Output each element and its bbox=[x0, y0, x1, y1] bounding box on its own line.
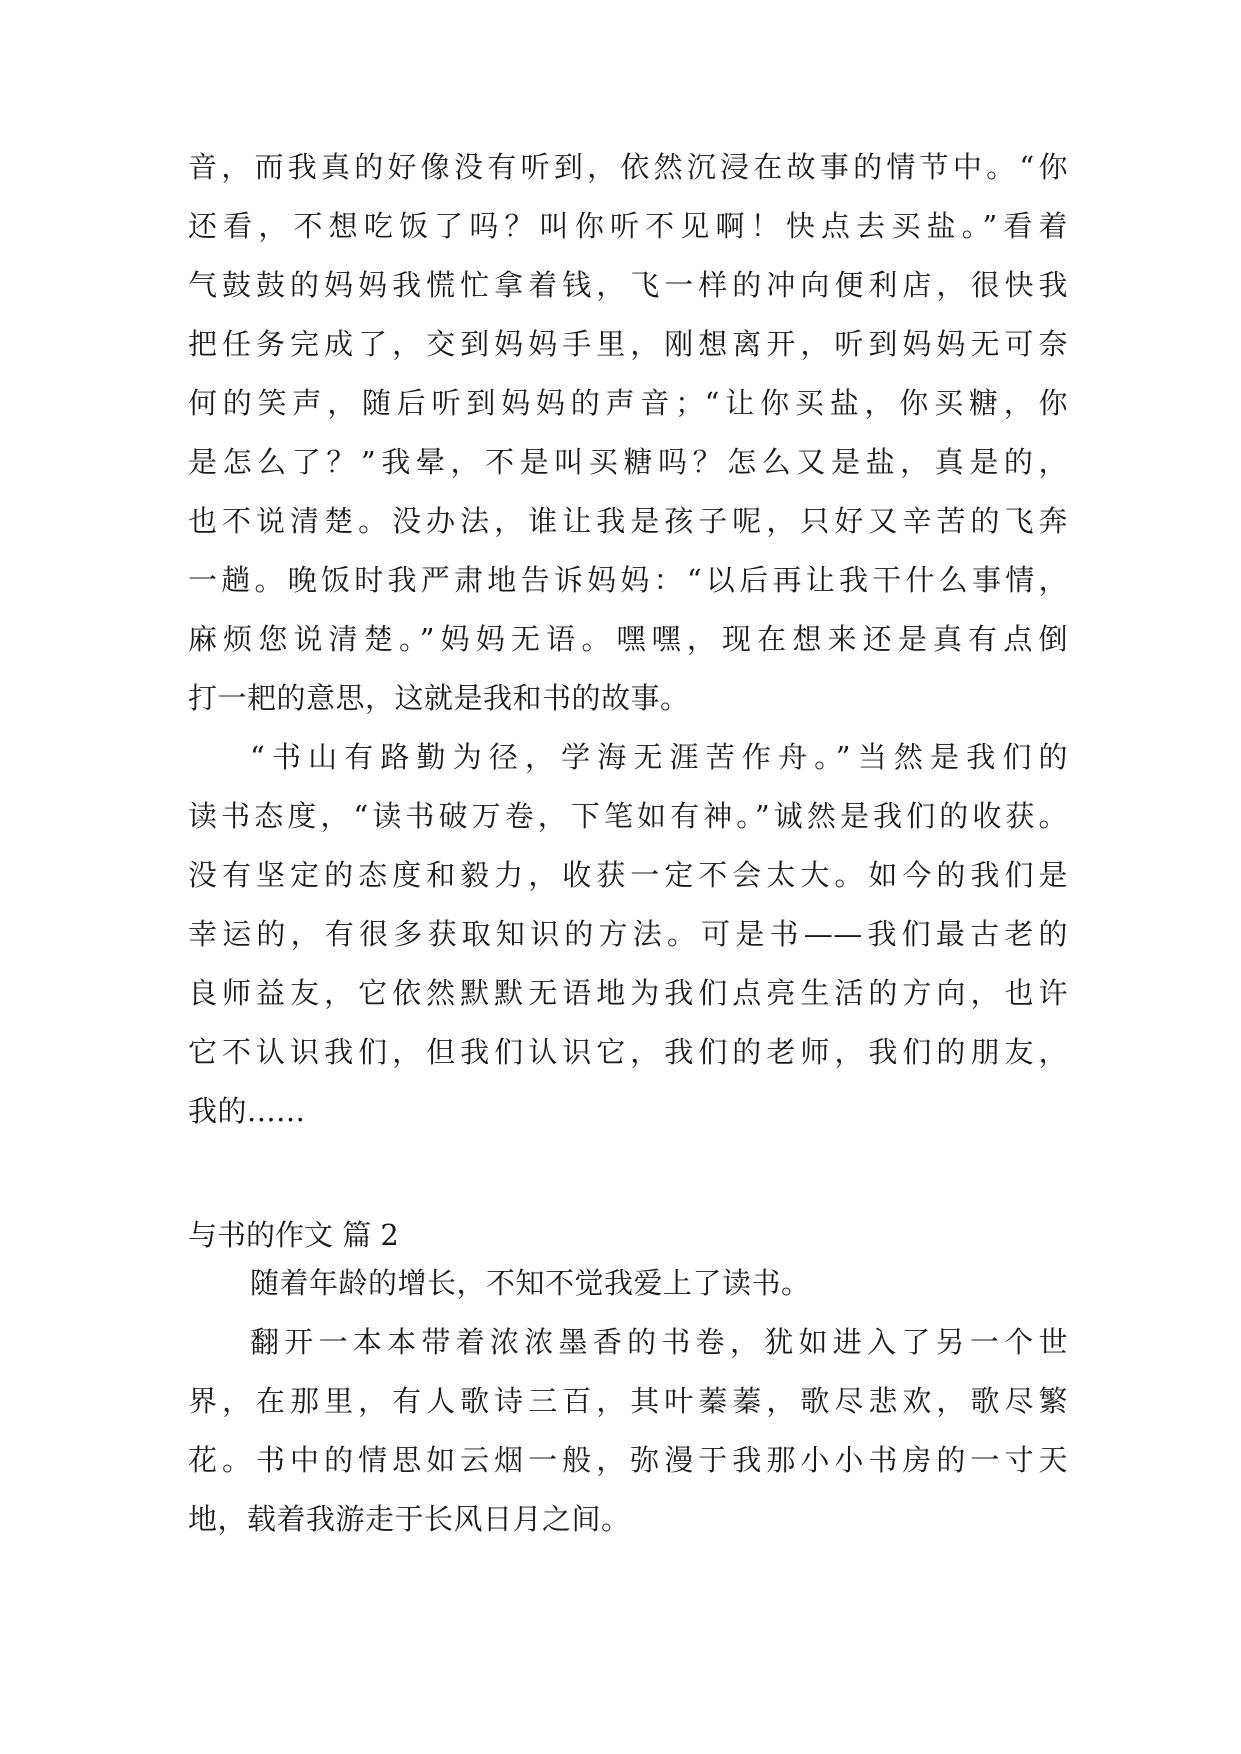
text-line: 幸运的，有很多获取知识的方法。可是书——我们最古老的 bbox=[188, 917, 1068, 951]
text-line: 音，而我真的好像没有听到，依然沉浸在故事的情节中。“你 bbox=[188, 150, 1068, 184]
text-line: 地，载着我游走于长风日月之间。 bbox=[188, 1502, 631, 1536]
text-line: 打一耙的意思，这就是我和书的故事。 bbox=[188, 681, 690, 715]
text-line: 是怎么了？”我晕，不是叫买糖吗？怎么又是盐，真是的， bbox=[188, 445, 1068, 479]
text-line: 它不认识我们，但我们认识它，我们的老师，我们的朋友， bbox=[188, 1035, 1068, 1069]
text-line: 还看，不想吃饭了吗？叫你听不见啊！快点去买盐。”看着 bbox=[188, 209, 1068, 243]
paragraph-reading-attitude bbox=[188, 728, 1068, 1141]
text-line: 气鼓鼓的妈妈我慌忙拿着钱，飞一样的冲向便利店，很快我 bbox=[188, 268, 1068, 302]
text-line: 何的笑声，随后听到妈妈的声音；“让你买盐，你买糖，你 bbox=[188, 386, 1068, 420]
text-line: 随着年龄的增长，不知不觉我爱上了读书。 bbox=[250, 1266, 811, 1300]
text-line: 没有坚定的态度和毅力，收获一定不会太大。如今的我们是 bbox=[188, 858, 1068, 892]
text-line: 翻开一本本带着浓浓墨香的书卷，犹如进入了另一个世 bbox=[250, 1325, 1068, 1359]
text-line: “书山有路勤为径，学海无涯苦作舟。”当然是我们的 bbox=[250, 740, 1068, 774]
text-line: 良师益友，它依然默默无语地为我们点亮生活的方向，也许 bbox=[188, 976, 1068, 1010]
text-line: 一趟。晚饭时我严肃地告诉妈妈：“以后再让我干什么事情， bbox=[188, 563, 1068, 597]
section-title: 与书的作文 篇 2 bbox=[188, 1218, 399, 1252]
text-line: 也不说清楚。没办法，谁让我是孩子呢，只好又辛苦的飞奔 bbox=[188, 504, 1068, 538]
text-line: 花。书中的情思如云烟一般，弥漫于我那小小书房的一寸天 bbox=[188, 1443, 1068, 1477]
text-line: 界，在那里，有人歌诗三百，其叶蓁蓁，歌尽悲欢，歌尽繁 bbox=[188, 1384, 1068, 1418]
paragraph-essay-2 bbox=[188, 1254, 1068, 1549]
text-line: 麻烦您说清楚。”妈妈无语。嘿嘿，现在想来还是真有点倒 bbox=[188, 622, 1068, 656]
paragraph-story-ending bbox=[188, 138, 1068, 728]
text-line: 读书态度，“读书破万卷，下笔如有神。”诚然是我们的收获。 bbox=[188, 799, 1068, 833]
text-line: 我的...... bbox=[188, 1094, 306, 1128]
text-line: 把任务完成了，交到妈妈手里，刚想离开，听到妈妈无可奈 bbox=[188, 327, 1068, 361]
